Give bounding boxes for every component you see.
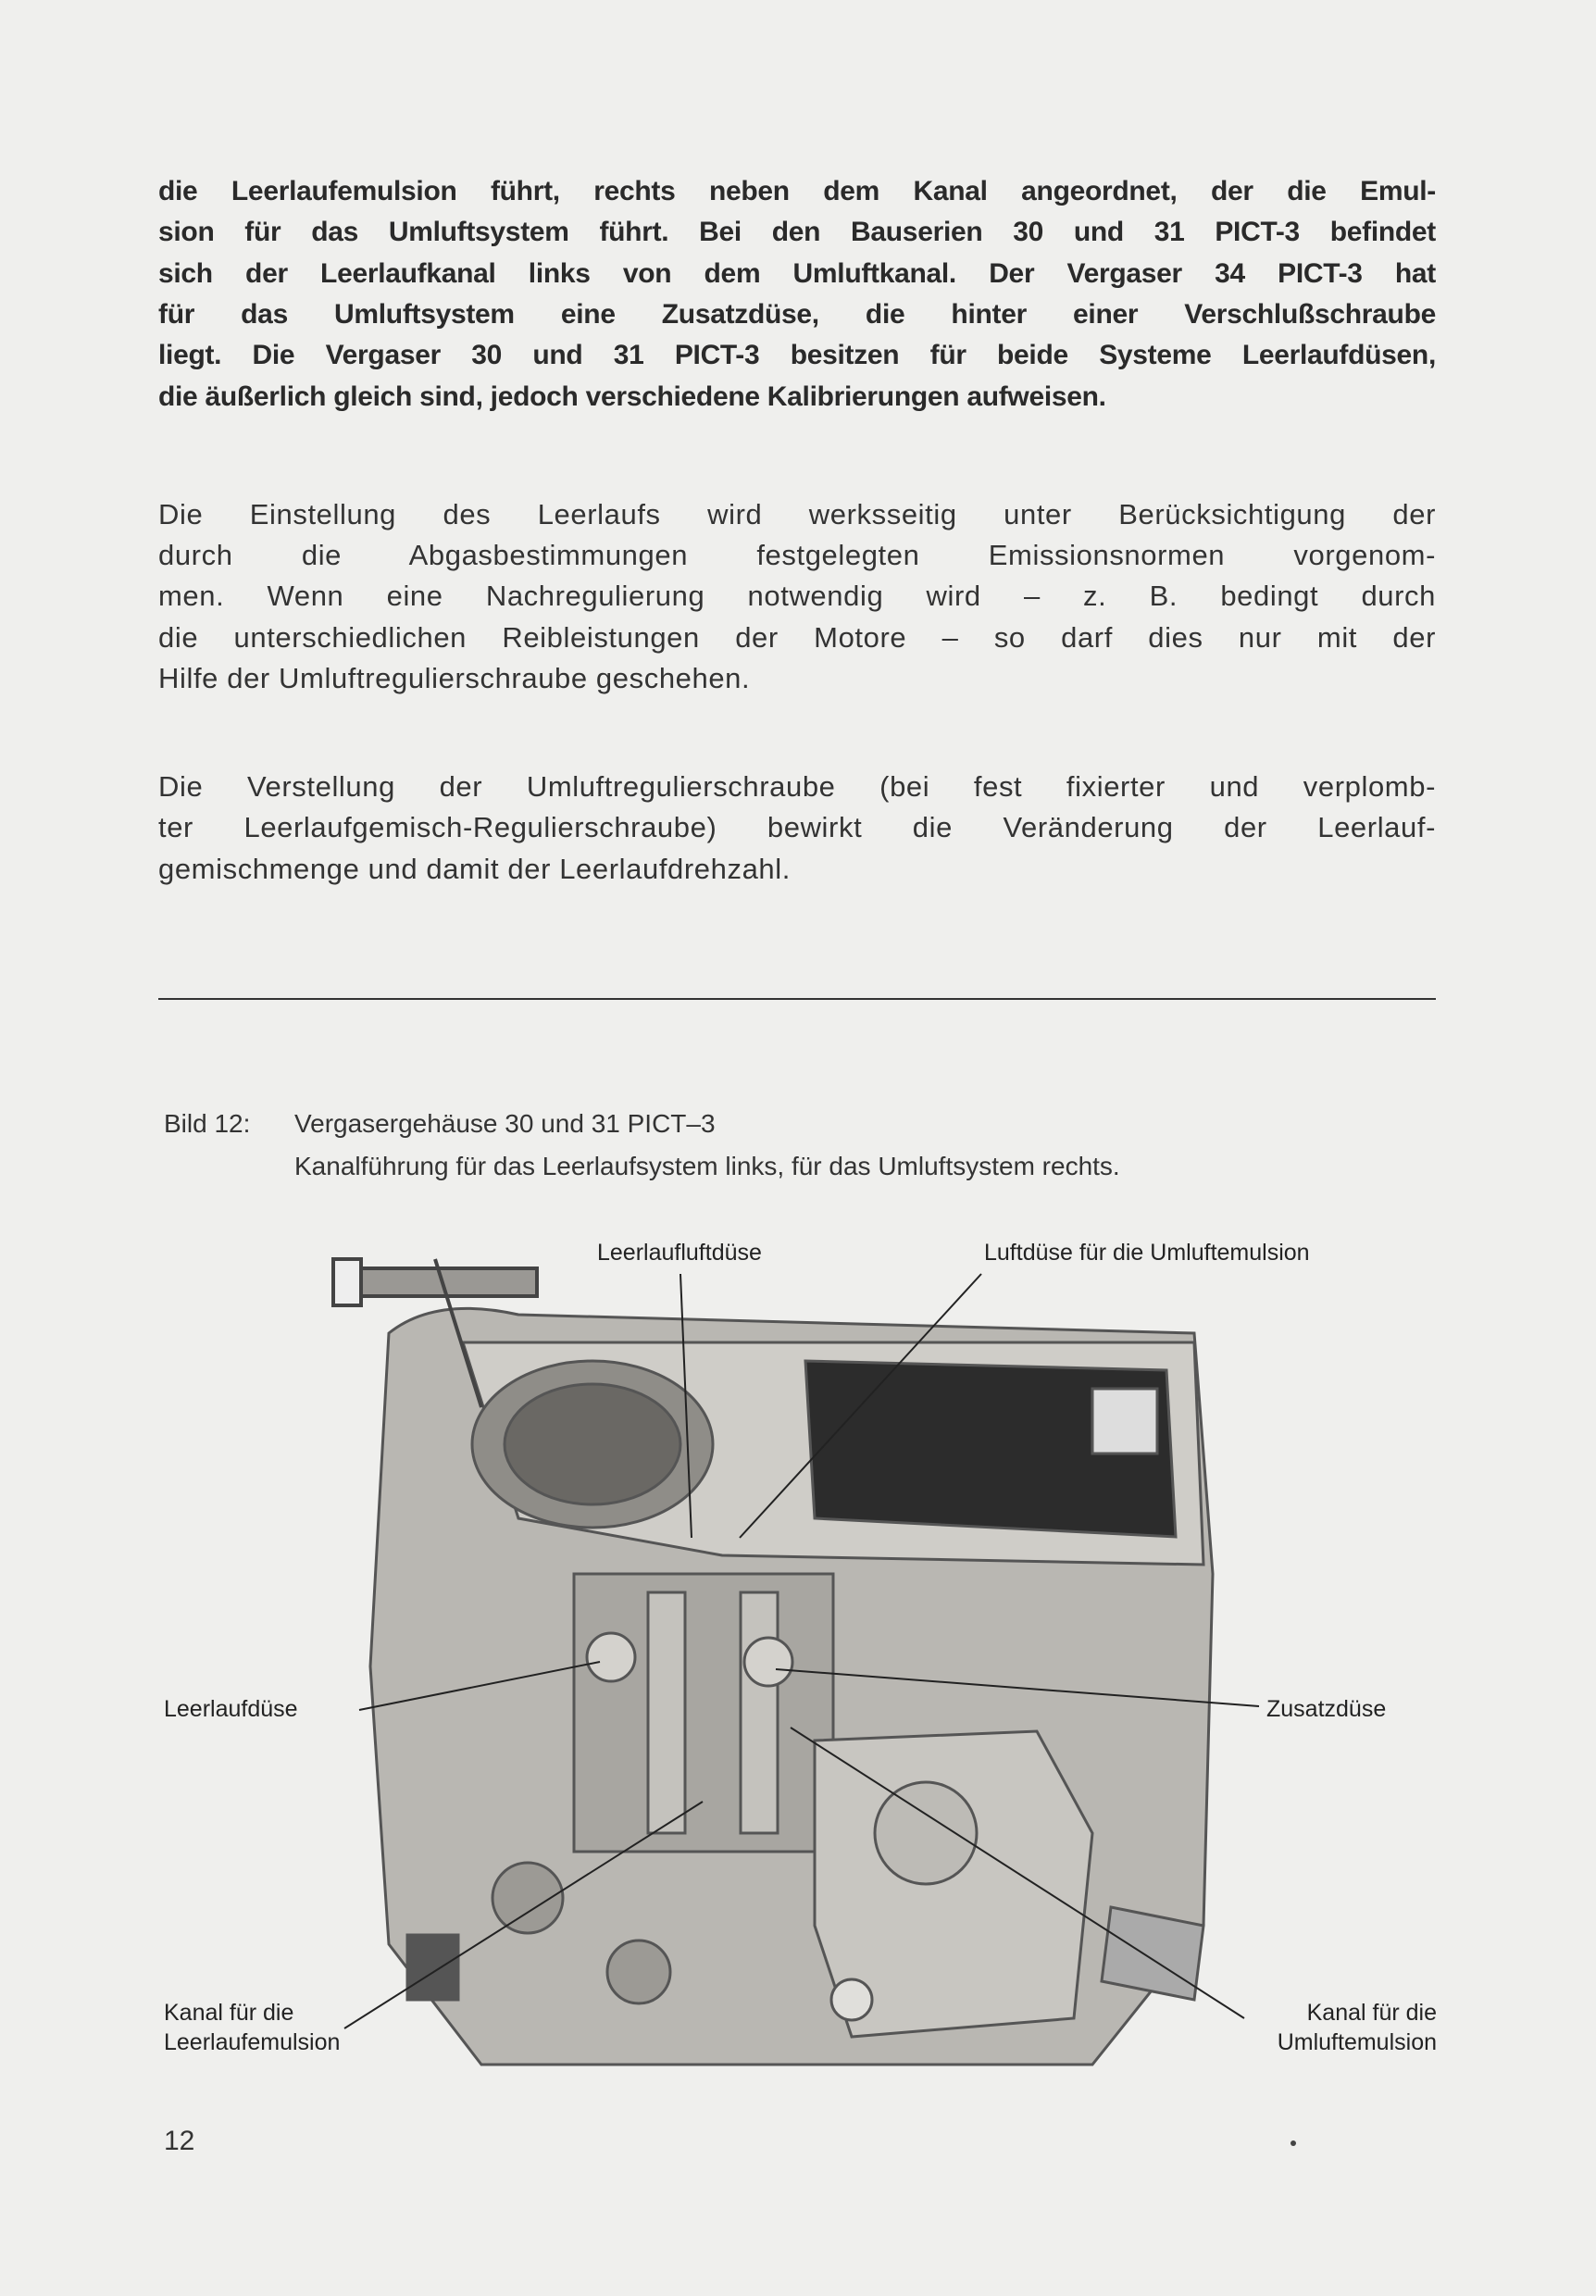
label-kanal-leerlauf: Kanal für die	[164, 2000, 294, 2026]
text-line: gemischmenge und damit der Leerlaufdrehzahl.	[158, 853, 791, 885]
label-zusatzduese: Zusatzdüse	[1266, 1696, 1387, 1722]
figure-caption-title: Vergasergehäuse 30 und 31 PICT–3	[294, 1109, 716, 1138]
text-line: ter Leerlaufgemisch-Regulierschraube) bewirkt die Veränderung der Leerlauf-	[158, 811, 1436, 843]
text-line: liegt. Die Vergaser 30 und 31 PICT-3 besitzen für beide Systeme Leerlaufdüsen,	[158, 340, 1436, 370]
text-line: Hilfe der Umluftregulierschraube geschehen.	[158, 662, 751, 694]
scan-speck	[1291, 2140, 1296, 2146]
text-line: sich der Leerlaufkanal links von dem Umluftkanal. Der Vergaser 34 PICT-3 hat	[158, 258, 1436, 289]
figure-caption-subtitle: Kanalführung für das Leerlaufsystem links, für das Umluftsystem rechts.	[294, 1152, 1120, 1180]
text-line: für das Umluftsystem eine Zusatzdüse, die hinter einer Verschlußschraube	[158, 299, 1436, 330]
text-line: Die Verstellung der Umluftregulierschraube (bei fest fixierter und verplomb-	[158, 770, 1436, 803]
figure-caption-label: Bild 12:	[164, 1109, 251, 1138]
label-kanal-umluft-2: Umluftemulsion	[1277, 2029, 1437, 2055]
text-line: die unterschiedlichen Reibleistungen der Motore – so darf dies nur mit der	[158, 621, 1436, 654]
text-line: Die Einstellung des Leerlaufs wird werksseitig unter Berücksichtigung der	[158, 498, 1436, 530]
label-luftduese-umluft: Luftdüse für die Umluftemulsion	[984, 1240, 1310, 1266]
label-leerlaufluftduese: Leerlaufluftdüse	[597, 1240, 762, 1266]
text-line: men. Wenn eine Nachregulierung notwendig wird – z. B. bedingt durch	[158, 580, 1436, 612]
page-number: 12	[164, 2126, 195, 2156]
carburetor-body	[370, 1308, 1213, 2065]
text-line: durch die Abgasbestimmungen festgelegten Emissionsnormen vorgenom-	[158, 539, 1436, 571]
text-line: sion für das Umluftsystem führt. Bei den Bauserien 30 und 31 PICT-3 befindet	[158, 217, 1436, 247]
label-kanal-umluft: Kanal für die	[1306, 2000, 1437, 2026]
label-kanal-leerlauf-2: Leerlaufemulsion	[164, 2029, 341, 2055]
label-leerlaufduese: Leerlaufdüse	[164, 1696, 298, 1722]
text-line: die äußerlich gleich sind, jedoch verschiedene Kalibrierungen aufweisen.	[158, 381, 1106, 412]
text-line: die Leerlaufemulsion führt, rechts neben dem Kanal angeordnet, der die Emul-	[158, 176, 1436, 206]
